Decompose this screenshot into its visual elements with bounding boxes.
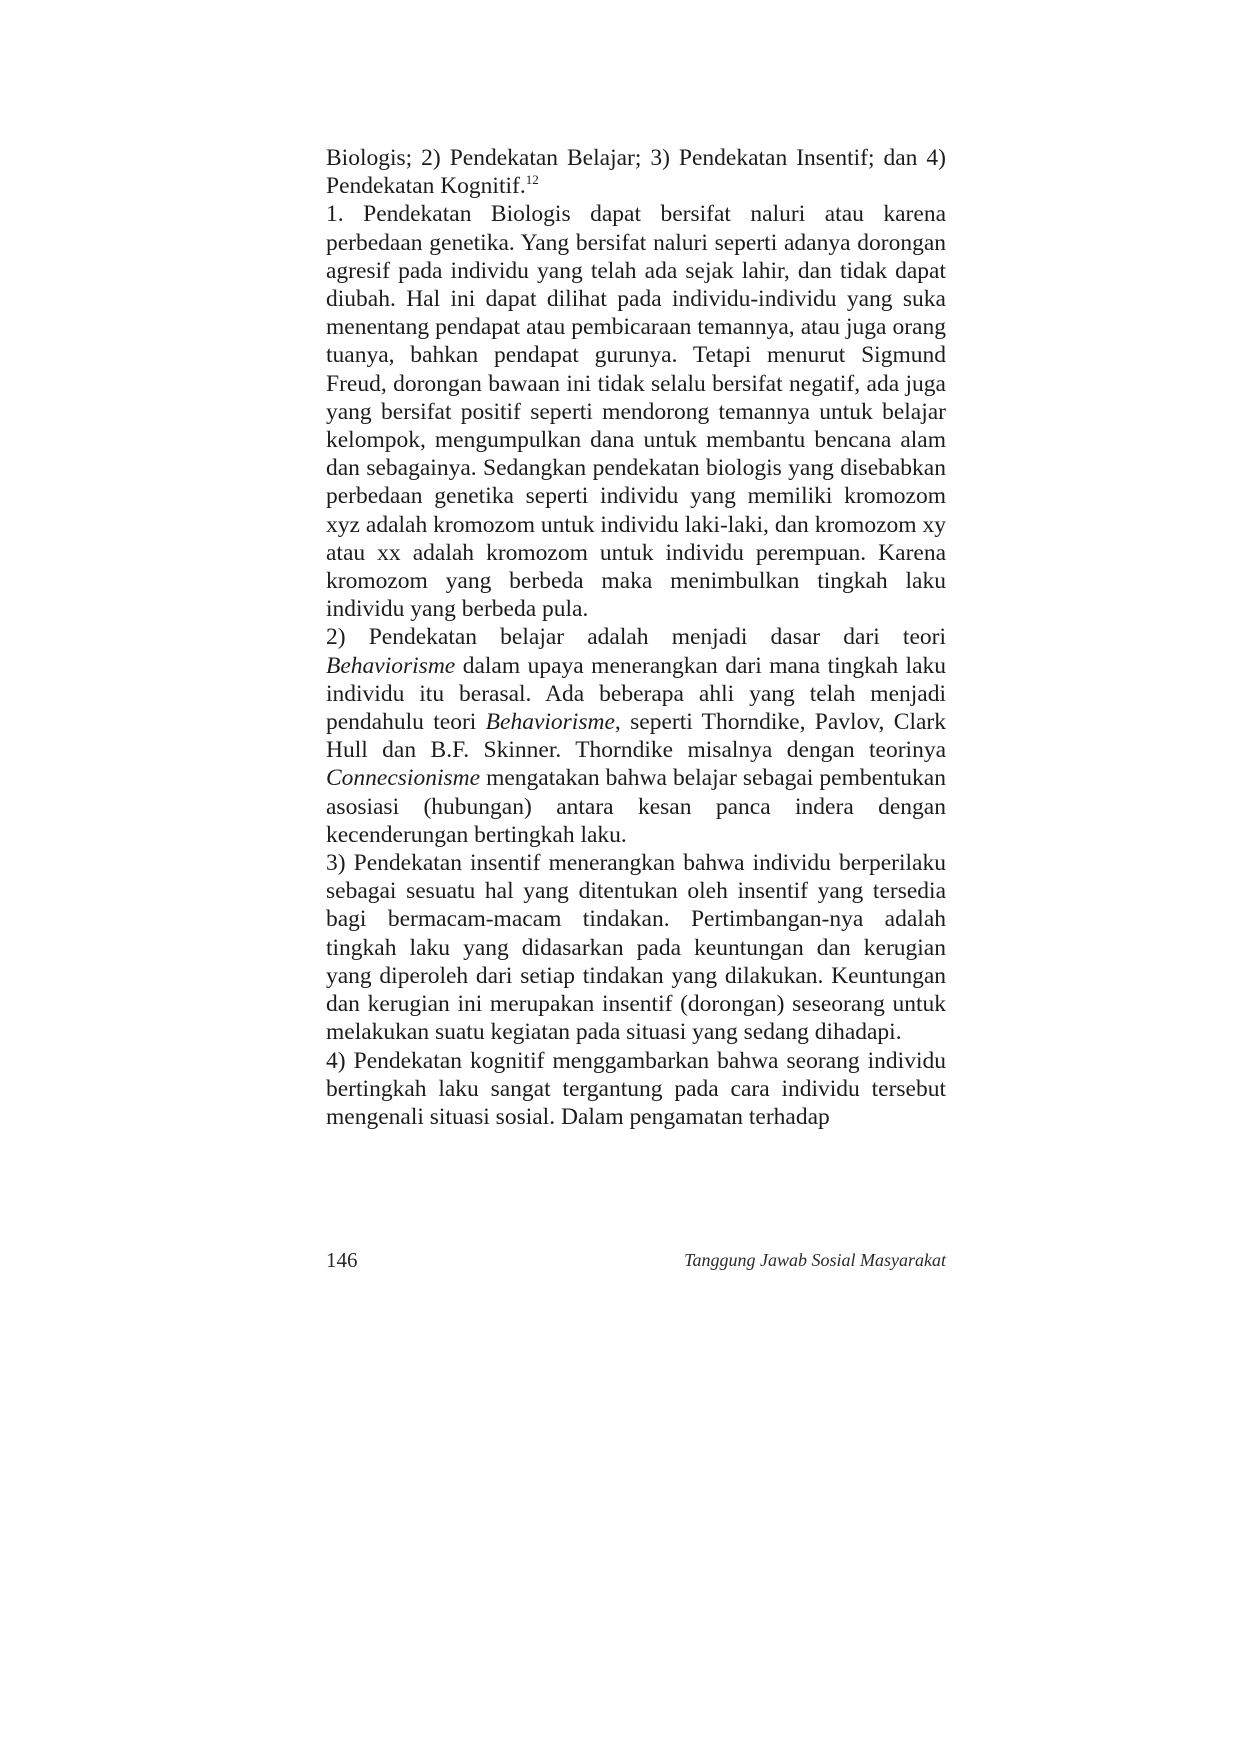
intro-text: Biologis; 2) Pendekatan Belajar; 3) Pendekatan Insentif; dan 4) Pendekatan Kognitif. (326, 145, 946, 200)
learning-text-part-2: dalam upaya menerangkan dari mana tingkah laku individu itu berasal. Ada beberapa ahli yang telah menjadi pendahulu teori (326, 652, 946, 736)
running-title: Tanggung Jawab Sosial Masyarakat (684, 1250, 946, 1270)
learning-text-part-3: , seperti Thorndike, Pavlov, Clark Hull dan B.F. Skinner. Thorndike misalnya dengan teorinya (326, 709, 946, 764)
paragraph-incentive-approach: 3) Pendekatan insentif menerangkan bahwa individu berperilaku sebagai sesuatu hal yang ditentukan oleh insentif yang tersedia bagi bermacam-macam tindakan. Pertimbangan-nya adalah tingkah laku yang didasarkan pada keuntungan dan kerugian yang diperoleh dari setiap tindakan yang dilakukan. Keuntungan dan kerugian ini merupakan insentif (dorongan) seseorang untuk melakukan suatu kegiatan pada situasi yang sedang dihadapi. (326, 850, 946, 1046)
term-behaviorisme-1: Behaviorisme (326, 652, 456, 679)
term-behaviorisme-2: Behaviorisme (485, 709, 615, 736)
paragraph-learning-approach (326, 623, 946, 849)
paragraph-biological-approach: 1. Pendekatan Biologis dapat bersifat naluri atau karena perbedaan genetika. Yang bersifat naluri seperti adanya dorongan agresif pada individu yang telah ada sejak lahir, dan tidak dapat diubah. Hal ini dapat dilihat pada individu-individu yang suka menentang pendapat atau pembicaraan temannya, atau juga orang tuanya, bahkan pendapat gurunya. Tetapi menurut Sigmund Freud, dorongan bawaan ini tidak selalu bersifat negatif, ada juga yang bersifat positif seperti mendorong temannya untuk belajar kelompok, mengumpulkan dana untuk membantu bencana alam dan sebagainya. Sedangkan pendekatan biologis yang disebabkan perbedaan genetika seperti individu yang memiliki kromozom xyz adalah kromozom untuk individu laki-laki, dan kromozom xy atau xx adalah kromozom untuk individu perempuan. Karena kromozom yang berbeda maka menimbulkan tingkah laku individu yang berbeda pula. (326, 201, 946, 623)
body-text (326, 144, 946, 1131)
page-number: 146 (326, 1248, 358, 1272)
paragraph-cognitive-approach: 4) Pendekatan kognitif menggambarkan bahwa seorang individu bertingkah laku sangat tergantung pada cara individu tersebut mengenali situasi sosial. Dalam pengamatan terhadap (326, 1047, 946, 1130)
intro-paragraph (326, 144, 946, 200)
page-footer (326, 1248, 946, 1278)
footnote-reference: 12 (525, 172, 539, 188)
learning-text-part-4: mengatakan bahwa belajar sebagai pembentukan asosiasi (hubungan) antara kesan panca indera dengan kecenderungan bertingkah laku. (326, 765, 946, 848)
learning-text-part-1: 2) Pendekatan belajar adalah menjadi dasar dari teori (326, 624, 946, 651)
term-connecsionisme: Connecsionisme (326, 765, 481, 792)
